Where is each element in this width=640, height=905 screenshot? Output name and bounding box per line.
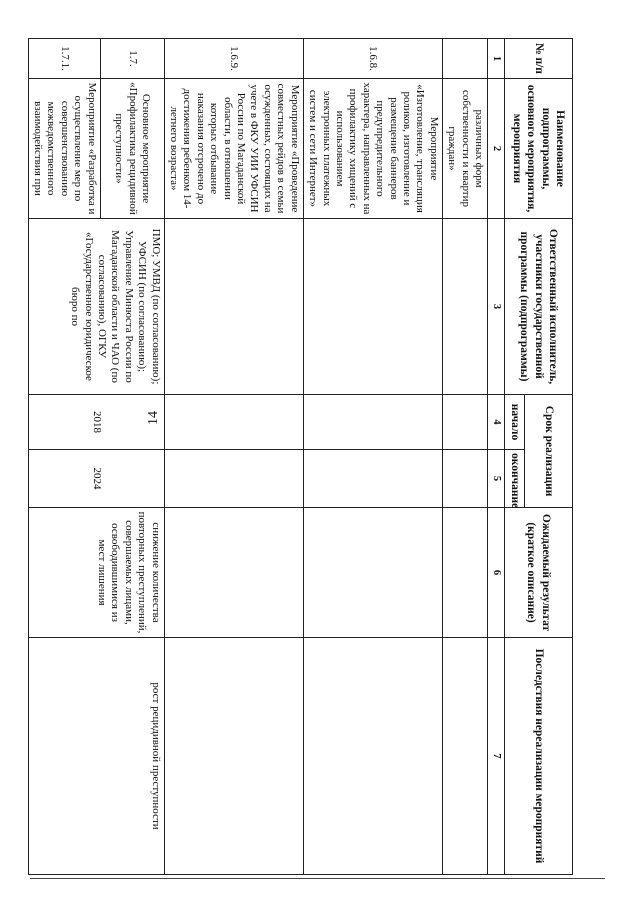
row-consequences xyxy=(442,638,487,875)
column-number: 7 xyxy=(488,638,505,875)
row-number: 1.7. xyxy=(100,39,164,79)
footer-divider xyxy=(30,878,605,879)
row-name: различных форм собственности и квартир граждан» xyxy=(442,79,487,219)
header-term: Срок реализации xyxy=(525,395,573,508)
header-start: начало xyxy=(505,395,525,450)
row-start xyxy=(303,395,442,450)
row-executor xyxy=(303,219,442,395)
column-number: 2 xyxy=(488,79,505,219)
page-number: 14 xyxy=(146,411,161,425)
column-number: 1 xyxy=(488,39,505,79)
header-result: Ожидаемый результат (краткое описание) xyxy=(505,508,573,638)
row-name: Мероприятие «Проведение совместных рейдов в семьи осужденных, состоящих на учете в ФКУ УИИ УФСИН России по Магаданской области, в отношении которых отбывание наказания отсрочено до достижения ребенком 14-летнего возраста» xyxy=(164,79,303,219)
header-executor: Ответственный исполнитель, участники государственной программы (подпрограммы) xyxy=(505,219,573,395)
row-executor: ПМО; УМВД (по согласованию); УФСИН (по согласованию); Управление Минюста России по Магаданской области и ЧАО (по согласованию), ОГКУ «Государственное юридическое бюро по xyxy=(28,219,164,395)
row-result: снижение количества повторных преступлений, совершаемых лицами, освободившимися из мест лишения xyxy=(28,508,164,638)
row-end xyxy=(303,450,442,508)
column-number: 4 xyxy=(488,395,505,450)
table-row xyxy=(303,39,442,875)
row-start xyxy=(164,395,303,450)
row-executor xyxy=(442,219,487,395)
row-consequences: рост рецидивной преступности xyxy=(28,638,164,875)
row-name: Мероприятие «Разработка и осуществление мер по совершенствованию межведомственного взаимодействия при xyxy=(28,79,100,219)
header-name: Наименование подпрограммы, основного мероприятия, мероприятия xyxy=(505,79,573,219)
row-number: 1.6.8. xyxy=(303,39,442,79)
column-number: 3 xyxy=(488,219,505,395)
row-start: 2018 xyxy=(28,395,164,450)
row-end xyxy=(442,450,487,508)
table-row xyxy=(164,39,303,875)
table-row xyxy=(442,39,487,875)
header-num: № п/п xyxy=(505,39,573,79)
column-number: 6 xyxy=(488,508,505,638)
row-consequences xyxy=(164,638,303,875)
row-consequences xyxy=(303,638,442,875)
row-start xyxy=(442,395,487,450)
header-consequences: Последствия нереализации мероприятий xyxy=(505,638,573,875)
row-result xyxy=(303,508,442,638)
table-row xyxy=(100,39,164,875)
measures-table xyxy=(32,38,573,874)
header-end: окончание xyxy=(505,450,525,508)
column-number: 5 xyxy=(488,450,505,508)
row-number: 1.6.9. xyxy=(164,39,303,79)
row-name: Основное мероприятие «Профилактика рецидивной преступности» xyxy=(100,79,164,219)
row-end xyxy=(164,450,303,508)
column-number-row xyxy=(488,39,505,875)
row-executor xyxy=(164,219,303,395)
row-result xyxy=(442,508,487,638)
row-end: 2024 xyxy=(28,450,164,508)
row-number xyxy=(442,39,487,79)
row-number: 1.7.1. xyxy=(28,39,100,79)
row-name: Мероприятие «Изготовление, трансляция роликов, изготовление и размещение баннеров предупредительного характера, направленных на профилактику хищений с использованием электронных платежных систем и сети Интернет» xyxy=(303,79,442,219)
row-result xyxy=(164,508,303,638)
